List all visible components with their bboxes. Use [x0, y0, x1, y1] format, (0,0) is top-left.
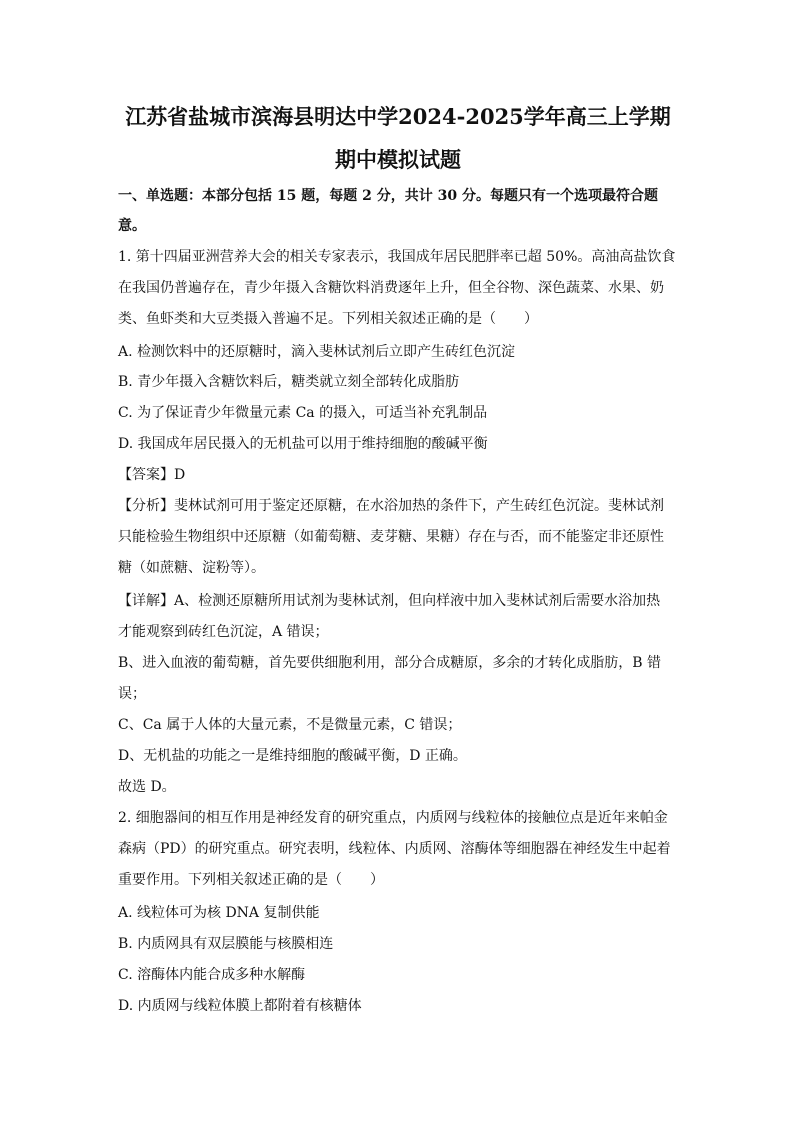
document-page [118, 0, 678, 1123]
question-2-stem: 重要作用。下列相关叙述正确的是（ ） [118, 872, 384, 888]
question-1-detail: C、Ca 属于人体的大量元素，不是微量元素，C 错误； [118, 717, 462, 733]
question-1-option-a: A. 检测饮料中的还原糖时，滴入斐林试剂后立即产生砖红色沉淀 [118, 344, 516, 360]
question-2-option-c: C. 溶酶体内能合成多种水解酶 [118, 967, 306, 983]
question-1-stem: 1. 第十四届亚洲营养大会的相关专家表示，我国成年居民肥胖率已超 50%。高油高盐饮食 [118, 249, 676, 265]
question-1-option-c: C. 为了保证青少年微量元素 Ca 的摄入，可适当补充乳制品 [118, 405, 488, 421]
question-2-stem: 森病（PD）的研究重点。研究表明，线粒体、内质网、溶酶体等细胞器在神经发生中起着 [118, 841, 671, 857]
question-1-stem: 在我国仍普遍存在，青少年摄入含糖饮料消费逐年上升，但全谷物、深色蔬菜、水果、奶 [118, 280, 664, 296]
question-1-analysis: 只能检验生物组织中还原糖（如葡萄糖、麦芽糖、果糖）存在与否，而不能鉴定非还原性 [118, 529, 664, 545]
question-1-answer: 【答案】D [118, 467, 186, 483]
document-title-line-2: 期中模拟试题 [335, 147, 461, 172]
question-1-detail: 【详解】A、检测还原糖所用试剂为斐林试剂，但向样液中加入斐林试剂后需要水浴加热 [118, 593, 661, 609]
question-1-analysis: 糖（如蔗糖、淀粉等）。 [118, 560, 265, 576]
question-1-conclusion: 故选 D。 [118, 779, 176, 795]
question-2-option-b: B. 内质网具有双层膜能与核膜相连 [118, 936, 334, 952]
question-2-stem: 2. 细胞器间的相互作用是神经发育的研究重点，内质网与线粒体的接触位点是近年来帕金 [118, 810, 668, 826]
question-2-option-a: A. 线粒体可为核 DNA 复制供能 [118, 905, 320, 921]
question-1-option-d: D. 我国成年居民摄入的无机盐可以用于维持细胞的酸碱平衡 [118, 436, 488, 452]
document-title-line-1: 江苏省盐城市滨海县明达中学2024-2025学年高三上学期 [125, 104, 671, 129]
question-1-detail: B、进入血液的葡萄糖，首先要供细胞利用，部分合成糖原，多余的才转化成脂肪，B 错 [118, 655, 662, 671]
question-1-option-b: B. 青少年摄入含糖饮料后，糖类就立刻全部转化成脂肪 [118, 374, 460, 390]
section-header-continued: 意。 [118, 218, 146, 234]
question-2-option-d: D. 内质网与线粒体膜上都附着有核糖体 [118, 998, 362, 1014]
question-1-detail: 才能观察到砖红色沉淀，A 错误； [118, 624, 329, 640]
question-1-detail: 误； [118, 686, 146, 702]
section-header: 一、单选题：本部分包括 15 题，每题 2 分，共计 30 分。每题只有一个选项最符合题 [118, 188, 658, 204]
question-1-detail: D、无机盐的功能之一是维持细胞的酸碱平衡，D 正确。 [118, 748, 467, 764]
question-1-stem: 类、鱼虾类和大豆类摄入普遍不足。下列相关叙述正确的是（ ） [118, 311, 538, 327]
question-1-analysis: 【分析】斐林试剂可用于鉴定还原糖，在水浴加热的条件下，产生砖红色沉淀。斐林试剂 [118, 498, 664, 514]
